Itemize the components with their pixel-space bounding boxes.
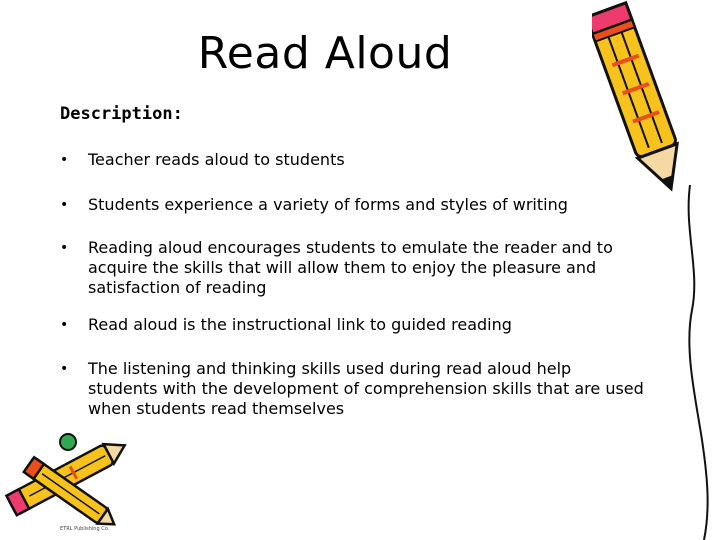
list-item (60, 195, 568, 215)
bullet-symbol: • (60, 197, 69, 213)
bullet-symbol: • (60, 361, 69, 377)
bullet-text: Teacher reads aloud to students (88, 150, 345, 169)
description-heading: Description: (60, 104, 183, 124)
slide-title: Read Aloud (197, 28, 453, 79)
pencils-icon (0, 430, 140, 535)
bullet-text: Read aloud is the instructional link to guided reading (88, 315, 512, 334)
list-item (60, 238, 645, 298)
pencil-icon (592, 0, 720, 540)
list-item (60, 315, 512, 335)
bullet-text: The listening and thinking skills used during read aloud help students with the development of comprehension skills that are used when students read themselves (88, 359, 644, 418)
bullet-symbol: • (60, 317, 69, 333)
bullet-text: Reading aloud encourages students to emulate the reader and to acquire the skills that will allow them to enjoy the pleasure and satisfaction of reading (88, 238, 613, 297)
list-item (60, 150, 345, 170)
bullet-text: Students experience a variety of forms and styles of writing (88, 195, 568, 214)
clipart-caption: ETRL Publishing Co. (60, 526, 110, 532)
bullet-symbol: • (60, 152, 69, 168)
bullet-symbol: • (60, 240, 69, 256)
list-item (60, 359, 645, 419)
